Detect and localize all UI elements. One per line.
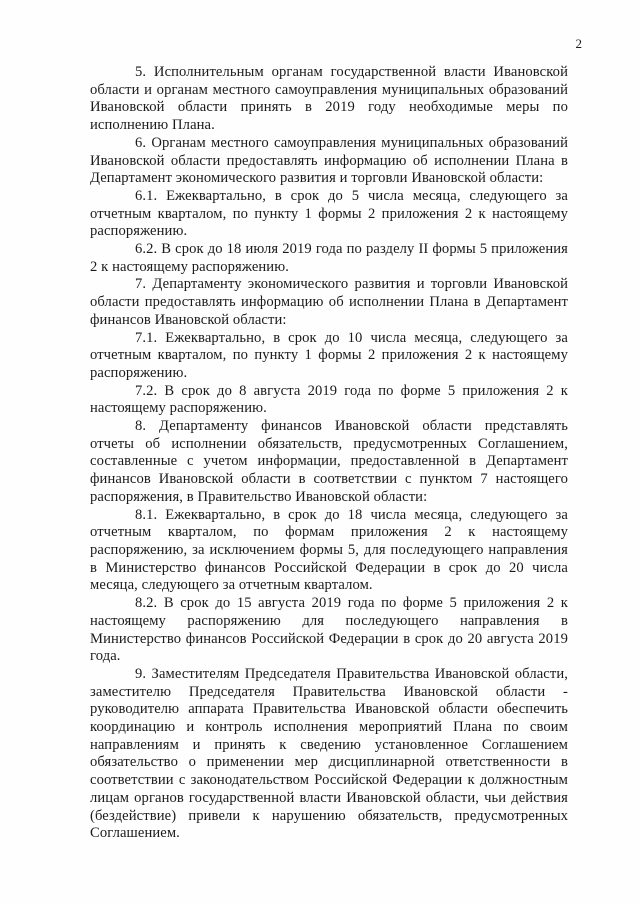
paragraph-5: 5. Исполнительным органам государственной власти Ивановской области и органам местного самоуправления муниципальных образований Ивановской области принять в 2019 году необходимые меры по исполнению Плана. bbox=[90, 64, 568, 134]
paragraph-7-1: 7.1. Ежеквартально, в срок до 10 числа месяца, следующего за отчетным кварталом, по пункту 1 формы 2 приложения 2 к настоящему распоряжению. bbox=[90, 329, 568, 381]
paragraph-6: 6. Органам местного самоуправления муниципальных образований Ивановской области предоставлять информацию об исполнении Плана в Департамент экономического развития и торговли Ивановской области: bbox=[90, 134, 568, 187]
paragraph-6-2: 6.2. В срок до 18 июля 2019 года по разделу II формы 5 приложения 2 к настоящему распоряжению. bbox=[90, 241, 568, 275]
paragraph-7-2: 7.2. В срок до 8 августа 2019 года по форме 5 приложения 2 к настоящему распоряжению. bbox=[90, 382, 568, 417]
paragraph-8-1: 8.1. Ежеквартально, в срок до 18 числа месяца, следующего за отчетным кварталом, по формам приложения 2 к настоящему распоряжению, за исключением формы 5, для последующего направления в Министерство финансов Российской Федерации в срок до 20 числа месяца, следующего за отчетным кварталом. bbox=[90, 506, 568, 594]
page-number: 2 bbox=[575, 36, 582, 51]
paragraph-9: 9. Заместителям Председателя Правительства Ивановской области, заместителю Председателя Правительства Ивановской области - руководителю аппарата Правительства Ивановской области обеспечить координацию и контроль исполнения мероприятий Плана по своим направлениям и принять к сведению установленное Соглашением обязательство о применении мер дисциплинарной ответственности в соответствии с законодательством Российской Федерации к должностным лицам органов государственной власти Ивановской области, чьи действия (бездействие) привели к нарушению обязательств, предусмотренных Соглашением. bbox=[90, 665, 568, 842]
paragraph-8-2: 8.2. В срок до 15 августа 2019 года по форме 5 приложения 2 к настоящему распоряжению для последующего направления в Министерство финансов Российской Федерации в срок до 20 августа 2019 года. bbox=[90, 595, 568, 665]
document-body bbox=[90, 64, 568, 843]
paragraph-7: 7. Департаменту экономического развития и торговли Ивановской области предоставлять информацию об исполнении Плана в Департамент финансов Ивановской области: bbox=[90, 276, 568, 328]
paragraph-6-1: 6.1. Ежеквартально, в срок до 5 числа месяца, следующего за отчетным кварталом, по пункту 1 формы 2 приложения 2 к настоящему распоряжению. bbox=[90, 187, 568, 240]
paragraph-8: 8. Департаменту финансов Ивановской области представлять отчеты об исполнении обязательств, предусмотренных Соглашением, составленные с учетом информации, предоставленной в Департамент финансов Ивановской области в соответствии с пунктом 7 настоящего распоряжения, в Правительство Ивановской области: bbox=[90, 418, 568, 505]
